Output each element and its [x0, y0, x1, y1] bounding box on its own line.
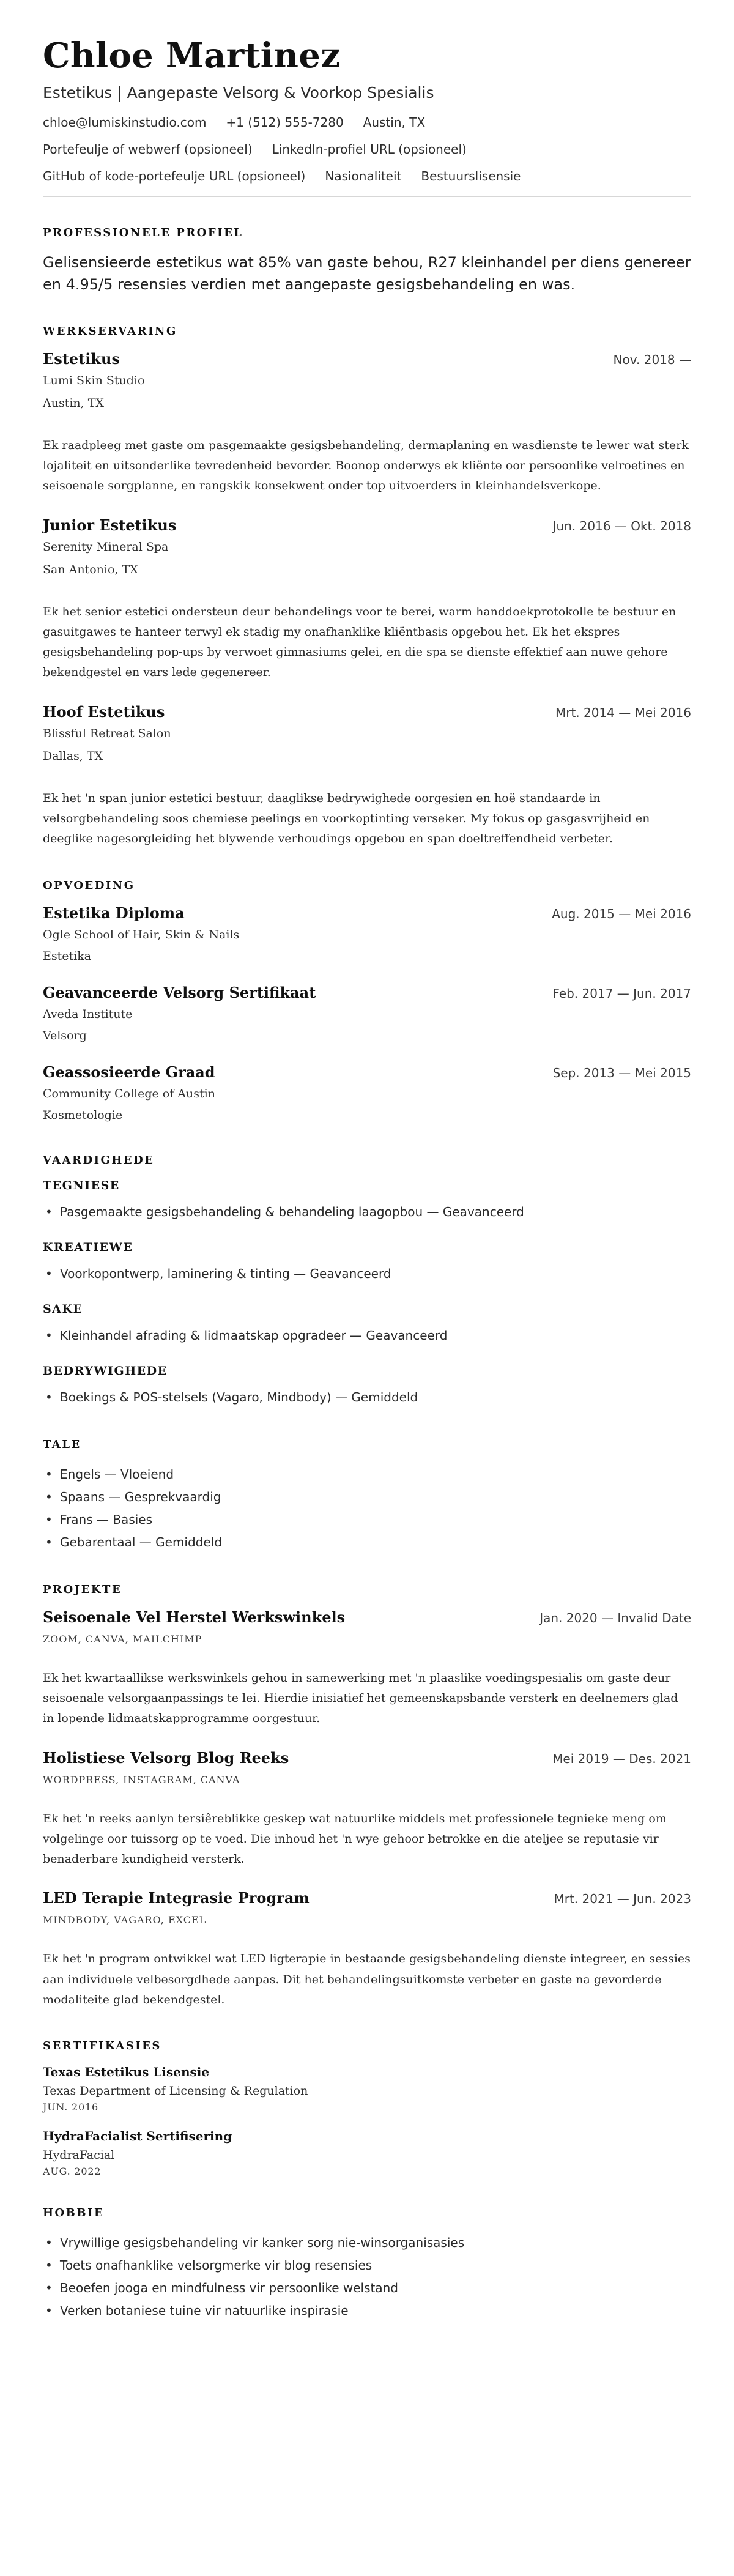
entry-header	[43, 1889, 691, 1907]
language-list	[43, 1463, 691, 1554]
certification-entry	[43, 2129, 691, 2177]
education-dates: Aug. 2015 — Mei 2016	[552, 906, 691, 921]
job-description: Ek raadpleeg met gaste om pasgemaakte gesigsbehandeling, dermaplaning en wasdienste te lewer wat sterk lojaliteit en uitsonderlike tevredenheid bevorder. Boonop onderwys ek kliënte oor persoonlike velroetines en seisoenale sorgplanne, en rangskik konsekwent onder top uitvoerders in kleinhandelsverkope.	[43, 438, 689, 493]
degree-name: Estetika Diploma	[43, 904, 185, 922]
section-title: VAARDIGHEDE	[43, 1153, 155, 1167]
experience-section	[43, 325, 691, 850]
education-entry	[43, 904, 691, 965]
field-of-study: Estetika	[43, 949, 92, 963]
language-item: • Engels — Vloeiend	[43, 1463, 691, 1486]
certification-name: Texas Estetikus Lisensie	[43, 2065, 210, 2080]
section-title: SERTIFIKASIES	[43, 2040, 161, 2053]
skill-category-title: BEDRYWIGHEDE	[43, 1364, 168, 1378]
certification-issuer: HydraFacial	[43, 2148, 115, 2162]
job-description: Ek het senior estetici ondersteun deur behandelings voor te berei, warm handdoekprotokolle te bestuur en gasuitgawes te hanteer terwyl ek stadig my onafhanklike kliëntbasis opgebou het. Ek het ekspres gesigsbehandeling pop-ups by verwoet gimnasiums gelei, en die spa se dienste effektief aan nuwe gehore bekendgestel en vars lede gegenereer.	[43, 604, 677, 680]
field-of-study: Velsorg	[43, 1029, 87, 1043]
entry-header	[43, 984, 691, 1001]
skill-item: • Kleinhandel afrading & lidmaatskap opgradeer — Geavanceerd	[43, 1324, 691, 1347]
skill-list	[43, 1324, 691, 1347]
candidate-name: Chloe Martinez	[43, 35, 341, 76]
job-description: Ek het 'n span junior estetici bestuur, daaglikse bedrywighede oorgesien en hoë standaarde in velsorgbehandeling soos chemiese peelings en voorkoptinting verseker. My fokus op gasgasvrijheid en deeglike nagesorgleiding het blywende verhoudings opgebou en span doeltreffendheid verbeter.	[43, 791, 650, 846]
job-title: Hoof Estetikus	[43, 702, 165, 721]
project-dates: Mei 2019 — Des. 2021	[552, 1751, 691, 1766]
skill-item: • Pasgemaakte gesigsbehandeling & behandeling laagopbou — Geavanceerd	[43, 1201, 691, 1223]
contact-email[interactable]: chloe@lumiskinstudio.com	[43, 114, 207, 130]
skill-category-title: SAKE	[43, 1302, 83, 1316]
company-name: Serenity Mineral Spa	[43, 540, 169, 554]
skill-category-title: TEGNIESE	[43, 1178, 120, 1192]
school-name: Ogle School of Hair, Skin & Nails	[43, 927, 240, 941]
project-tools: MINDBODY, VAGARO, EXCEL	[43, 1914, 207, 1926]
contact-info	[43, 115, 691, 184]
job-location: San Antonio, TX	[43, 563, 138, 577]
language-item: • Frans — Basies	[43, 1509, 691, 1531]
contact-phone[interactable]: +1 (512) 555-7280	[226, 114, 344, 130]
project-description: Ek het 'n program ontwikkel wat LED ligterapie in bestaande gesigsbehandeling dienste integreer, en sessies aan individuele velbesorgdhede aanpas. Dit het behandelingsuitkomste verbeter en gaste na gevorderde modaliteite glad bekendgestel.	[43, 1952, 691, 2006]
section-title: PROJEKTE	[43, 1583, 122, 1596]
skill-list	[43, 1263, 691, 1285]
education-entry	[43, 984, 691, 1045]
job-title: Estetikus	[43, 349, 120, 368]
section-title: WERKSERVARING	[43, 324, 177, 338]
project-entry	[43, 1749, 691, 1870]
certifications-section	[43, 2040, 691, 2177]
hobby-item: • Beoefen jooga en mindfulness vir persoonlike welstand	[43, 2277, 691, 2299]
contact-linkedin[interactable]: LinkedIn-profiel URL (opsioneel)	[272, 141, 467, 157]
hobbies-section	[43, 2207, 691, 2322]
certification-entry	[43, 2065, 691, 2113]
experience-entry	[43, 350, 691, 497]
project-description: Ek het kwartaallikse werkswinkels gehou in samewerking met 'n plaaslike voedingspesialis om gaste deur seisoenale velsorgaanpassings te lei. Hierdie inisiatief het gemeenskapsbande versterk en deelnemers glad in lopende lidmaatskapprogramme oorgestuur.	[43, 1671, 678, 1726]
education-dates: Sep. 2013 — Mei 2015	[552, 1065, 691, 1080]
project-name: Holistiese Velsorg Blog Reeks	[43, 1748, 289, 1767]
project-description: Ek het 'n reeks aanlyn tersiêreblikke geskep wat natuurlike middels met professionele tegnieke meng om volgelinge oor tuissorg op te voed. Die inhoud het 'n wye gehoor betrokke en die ateljee se reputasie vir benaderbare kundigheid versterk.	[43, 1811, 667, 1866]
education-entry	[43, 1063, 691, 1124]
contact-row	[43, 115, 691, 130]
contact-row	[43, 169, 691, 184]
contact-row	[43, 142, 691, 157]
project-tools: WORDPRESS, INSTAGRAM, CANVA	[43, 1773, 240, 1786]
section-title: PROFESSIONELE PROFIEL	[43, 226, 243, 239]
entry-header	[43, 350, 691, 368]
company-name: Blissful Retreat Salon	[43, 726, 171, 740]
project-tools: ZOOM, CANVA, MAILCHIMP	[43, 1633, 202, 1645]
section-title: HOBBIE	[43, 2207, 105, 2220]
hobby-list	[43, 2232, 691, 2322]
job-location: Austin, TX	[43, 396, 104, 410]
hobby-item: • Vrywillige gesigsbehandeling vir kanker sorg nie-winsorganisasies	[43, 2232, 691, 2254]
section-title: TALE	[43, 1438, 81, 1451]
project-name: LED Terapie Integrasie Program	[43, 1889, 310, 1907]
job-location: Dallas, TX	[43, 749, 103, 763]
entry-header	[43, 1749, 691, 1767]
profile-summary: Gelisensieerde estetikus wat 85% van gaste behou, R27 kleinhandel per diens genereer en 4.95/5 resensies verdien met aangepaste gesigsbehandeling en was.	[43, 253, 691, 293]
resume-header	[43, 37, 691, 197]
header-divider	[43, 196, 691, 197]
skill-list	[43, 1386, 691, 1409]
skill-item: • Boekings & POS-stelsels (Vagaro, Mindbody) — Gemiddeld	[43, 1386, 691, 1409]
entry-header	[43, 1063, 691, 1081]
job-dates: Jun. 2016 — Okt. 2018	[552, 518, 691, 533]
field-of-study: Kosmetologie	[43, 1108, 123, 1123]
job-dates: Nov. 2018 —	[613, 352, 691, 367]
profile-section	[43, 226, 691, 295]
contact-github[interactable]: GitHub of kode-portefeulje URL (opsioneel)	[43, 168, 306, 184]
languages-section	[43, 1438, 691, 1554]
experience-entry	[43, 703, 691, 850]
entry-header	[43, 703, 691, 721]
school-name: Aveda Institute	[43, 1007, 133, 1021]
skill-category-title: KREATIEWE	[43, 1240, 133, 1254]
job-dates: Mrt. 2014 — Mei 2016	[555, 705, 691, 720]
skills-section	[43, 1154, 691, 1409]
job-title: Junior Estetikus	[43, 516, 177, 534]
project-entry	[43, 1608, 691, 1729]
entry-header	[43, 516, 691, 534]
contact-location: Austin, TX	[363, 114, 426, 130]
experience-entry	[43, 516, 691, 683]
certification-date: AUG. 2022	[43, 2166, 102, 2178]
degree-name: Geavanceerde Velsorg Sertifikaat	[43, 983, 316, 1001]
project-entry	[43, 1889, 691, 2010]
contact-drivers-license: Bestuurslisensie	[421, 168, 521, 184]
contact-portfolio[interactable]: Portefeulje of webwerf (opsioneel)	[43, 141, 253, 157]
certification-name: HydraFacialist Sertifisering	[43, 2129, 232, 2144]
candidate-headline: Estetikus | Aangepaste Velsorg & Voorkop Spesialis	[43, 83, 434, 102]
projects-section	[43, 1583, 691, 2010]
entry-header	[43, 1608, 691, 1626]
hobby-item: • Toets onafhanklike velsorgmerke vir blog resensies	[43, 2254, 691, 2277]
language-item: • Spaans — Gesprekvaardig	[43, 1486, 691, 1509]
education-dates: Feb. 2017 — Jun. 2017	[552, 985, 691, 1001]
entry-header	[43, 904, 691, 922]
language-item: • Gebarentaal — Gemiddeld	[43, 1531, 691, 1554]
skill-list	[43, 1201, 691, 1223]
company-name: Lumi Skin Studio	[43, 373, 145, 387]
section-title: OPVOEDING	[43, 878, 135, 892]
school-name: Community College of Austin	[43, 1086, 215, 1101]
certification-date: JUN. 2016	[43, 2101, 98, 2114]
contact-nationality: Nasionaliteit	[325, 168, 402, 184]
skill-item: • Voorkopontwerp, laminering & tinting — Geavanceerd	[43, 1263, 691, 1285]
project-dates: Mrt. 2021 — Jun. 2023	[554, 1891, 691, 1907]
education-section	[43, 879, 691, 1124]
project-dates: Jan. 2020 — Invalid Date	[539, 1610, 691, 1625]
degree-name: Geassosieerde Graad	[43, 1063, 215, 1081]
certification-issuer: Texas Department of Licensing & Regulation	[43, 2084, 308, 2098]
project-name: Seisoenale Vel Herstel Werkswinkels	[43, 1608, 346, 1626]
hobby-item: • Verken botaniese tuine vir natuurlike inspirasie	[43, 2299, 691, 2322]
